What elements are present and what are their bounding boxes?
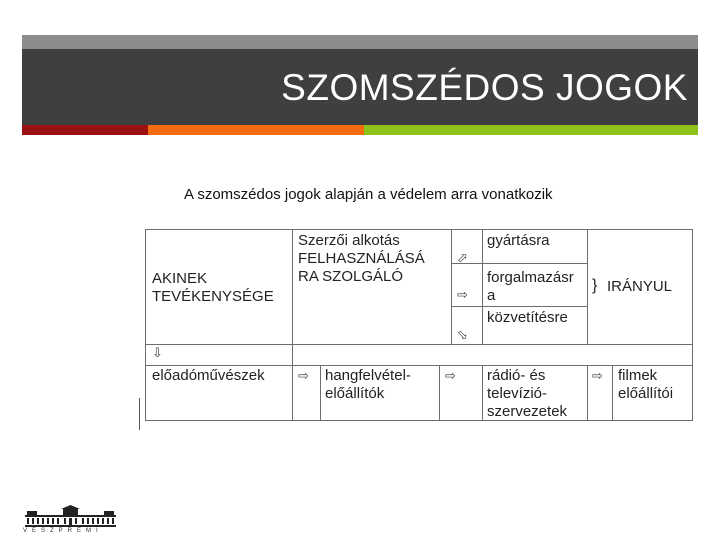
eloadomuveszek-label: előadóművészek (152, 367, 265, 384)
logo-caption: VESZPRÉMI (23, 528, 103, 534)
filmek-line-1: filmek (618, 367, 658, 384)
arrow-right-icon: ⇨ (298, 368, 309, 383)
grid-line (320, 365, 321, 421)
akinek-line-2: TEVÉKENYSÉGE (152, 288, 274, 305)
accent-bar-orange (148, 125, 364, 135)
filmek-line-2: előállítói (618, 385, 674, 402)
arrow-down-icon: ⇩ (152, 345, 163, 360)
arrow-up-right-icon: ⬀ (457, 250, 468, 265)
accent-bar-green (364, 125, 698, 135)
forgalmazas-line-2: a (487, 287, 496, 304)
brace-symbol: } (592, 277, 598, 294)
gyartasra-label: gyártásra (487, 232, 550, 249)
grid-line (451, 230, 452, 344)
radio-label (487, 367, 567, 421)
grid-line (292, 365, 293, 421)
arrow-right-icon: ⇨ (592, 368, 603, 383)
arrow-down-right-icon: ⬂ (457, 327, 468, 342)
forgalmazas-label (487, 269, 574, 305)
title-bar (22, 49, 698, 125)
szerzoi-label (298, 232, 425, 286)
grid-line (451, 306, 588, 307)
grid-line (439, 365, 440, 421)
grid-line (612, 365, 613, 421)
akinek-line-1: AKINEK (152, 270, 208, 287)
grid-line (451, 263, 588, 264)
szerzoi-line-1: Szerzői alkotás (298, 232, 400, 249)
rights-table (145, 229, 693, 421)
szerzoi-line-2: FELHASZNÁLÁSÁ (298, 250, 425, 267)
top-strip (22, 35, 698, 49)
szerzoi-line-3: RA SZOLGÁLÓ (298, 268, 404, 285)
hangfelvetel-label (325, 367, 411, 403)
kozvetites-label: közvetítésre (487, 309, 568, 326)
grid-line (482, 365, 483, 421)
grid-line (587, 230, 588, 344)
grid-line (146, 344, 692, 345)
filmek-label (618, 367, 673, 403)
table-edge-artifact (139, 398, 140, 430)
slide-title: SZOMSZÉDOS JOGOK (281, 67, 688, 108)
grid-line (587, 365, 588, 421)
grid-line (482, 230, 483, 344)
iranyul-label: IRÁNYUL (607, 278, 673, 295)
radio-line-1: rádió- és (487, 367, 546, 384)
hangfelvetel-line-2: előállítók (325, 385, 385, 402)
arrow-right-icon: ⇨ (457, 287, 468, 302)
hangfelvetel-line-1: hangfelvétel- (325, 367, 411, 384)
akinek-label (152, 270, 274, 306)
arrow-right-icon: ⇨ (445, 368, 456, 383)
radio-line-2: televízió- (487, 385, 548, 402)
forgalmazas-line-1: forgalmazásr (487, 269, 574, 286)
radio-line-3: szervezetek (487, 403, 568, 420)
accent-bar-red (22, 125, 148, 135)
slide-subtitle: A szomszédos jogok alapján a védelem arra vonatkozik (184, 186, 553, 203)
